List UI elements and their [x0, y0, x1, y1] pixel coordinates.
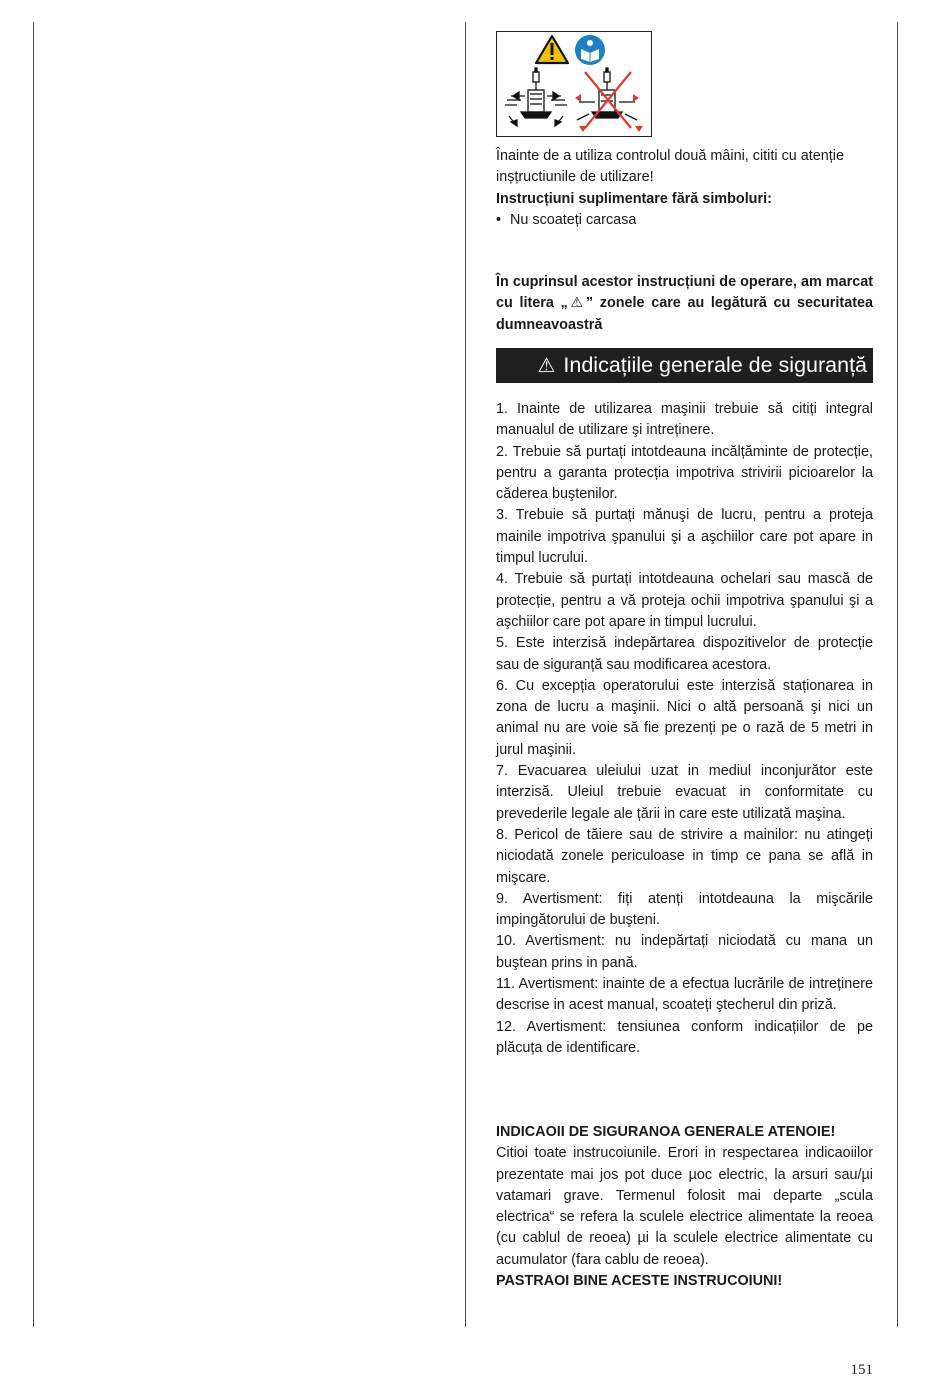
list-item: 5. Este interzisă indepărtarea dispozitivelor de protecție sau de siguranță sau modificarea acestora.: [496, 635, 873, 673]
general-warnings: [496, 1122, 873, 1292]
list-item: 11. Avertisment: inainte de a efectua lucrările de intreținere descrise in acest manual, scoateți ştecherul din priză.: [496, 976, 873, 1014]
safety-pictogram: [496, 31, 652, 137]
safety-banner: [496, 348, 873, 383]
intro-bullet-list: [496, 210, 873, 231]
list-item: 2. Trebuie să purtați intotdeauna incălțăminte de protecție, pentru a garanta protecția impotriva strivirii picioarelor la căderea buştenilor.: [496, 443, 873, 503]
two-hand-control-icon: [505, 68, 567, 126]
intro-heading: Instrucțiuni suplimentare fără simboluri:: [496, 190, 772, 207]
marking-note: În cuprinsul acestor instrucțiuni de operare, am marcat cu litera „⚠” zonele care au legătură cu securitatea dumneavoastră: [496, 274, 873, 333]
pictogram-graphic: [497, 32, 650, 135]
list-item: 1. Inainte de utilizarea maşinii trebuie să citiți integral manualul de utilizare şi intreținere.: [496, 401, 873, 439]
banner-title: Indicațiile generale de siguranță: [563, 353, 867, 377]
general-body: Citioi toate instrucoiunile. Erori in respectarea indicaoiilor prezentate mai jos pot duce µoc electric, la arsuri sau/µi vatamari grave. Termenul folosit mai departe „scula electrica“ se refera la sculele electrice alimentate la reoea (cu cablul de reoea) µi la sculele electrice alimentate cu acumulator (fara cablu de reoea).: [496, 1145, 873, 1268]
list-item: 6. Cu excepția operatorului este interzisă staționarea in zona de lucru a maşinii. Nici o altă persoană şi nici un animal nu are voie să fie prezenți pe o rază de 5 metri in jurul maşinii.: [496, 677, 873, 758]
page-number: 151: [850, 1362, 873, 1378]
prohibited-operation-icon: [575, 68, 643, 132]
list-item: 4. Trebuie să purtați intotdeauna ochelari sau mască de protecție, pentru a vă proteja ochii impotriva şpanului şi a aşchiilor care pot apare in timpul lucrului.: [496, 571, 873, 630]
list-item: 3. Trebuie să purtați mănuşi de lucru, pentru a proteja mainile impotriva şpanului şi a aşchiilor care pot apare in timpul lucrului.: [496, 507, 873, 567]
list-item: 7. Evacuarea uleiului uzat in mediul inconjurător este interzisă. Uleiul trebuie evacuat in conformitate cu prevederile legale ale țării in care este utilizată maşina.: [496, 763, 873, 822]
read-manual-icon: [575, 35, 605, 65]
list-item: • Nu scoateți carcasa: [496, 210, 873, 231]
intro-block: [496, 146, 873, 231]
list-item: 9. Avertisment: fiți atenți intotdeauna la mişcările impingătorului de buşteni.: [496, 890, 873, 929]
left-column-rule: [33, 22, 34, 1327]
intro-text: Înainte de a utiliza controlul două mâini, cititi cu atenție inșțructiunile de utilizare!: [496, 148, 844, 186]
safety-instructions-list: [496, 399, 873, 1059]
warning-triangle-icon: [536, 36, 568, 63]
right-column-rule: [897, 22, 898, 1327]
list-item: 10. Avertisment: nu indepărtați niciodată cu mana un buştean prins in pană.: [496, 933, 873, 971]
general-footer: PASTRAOI BINE ACESTE INSTRUCOIUNI!: [496, 1273, 783, 1290]
warning-icon: ⚠: [537, 355, 556, 377]
list-item: 8. Pericol de tăiere sau de strivire a mainilor: nu atingeți niciodată zonele periculoase in timp ce pana se află in mişcare.: [496, 826, 873, 886]
list-item: 12. Avertisment: tensiunea conform indicațiilor de pe plăcuța de identificare.: [496, 1018, 873, 1056]
general-heading: INDICAOII DE SIGURANOA GENERALE ATENOIE!: [496, 1124, 836, 1140]
center-column-rule: [465, 22, 466, 1327]
